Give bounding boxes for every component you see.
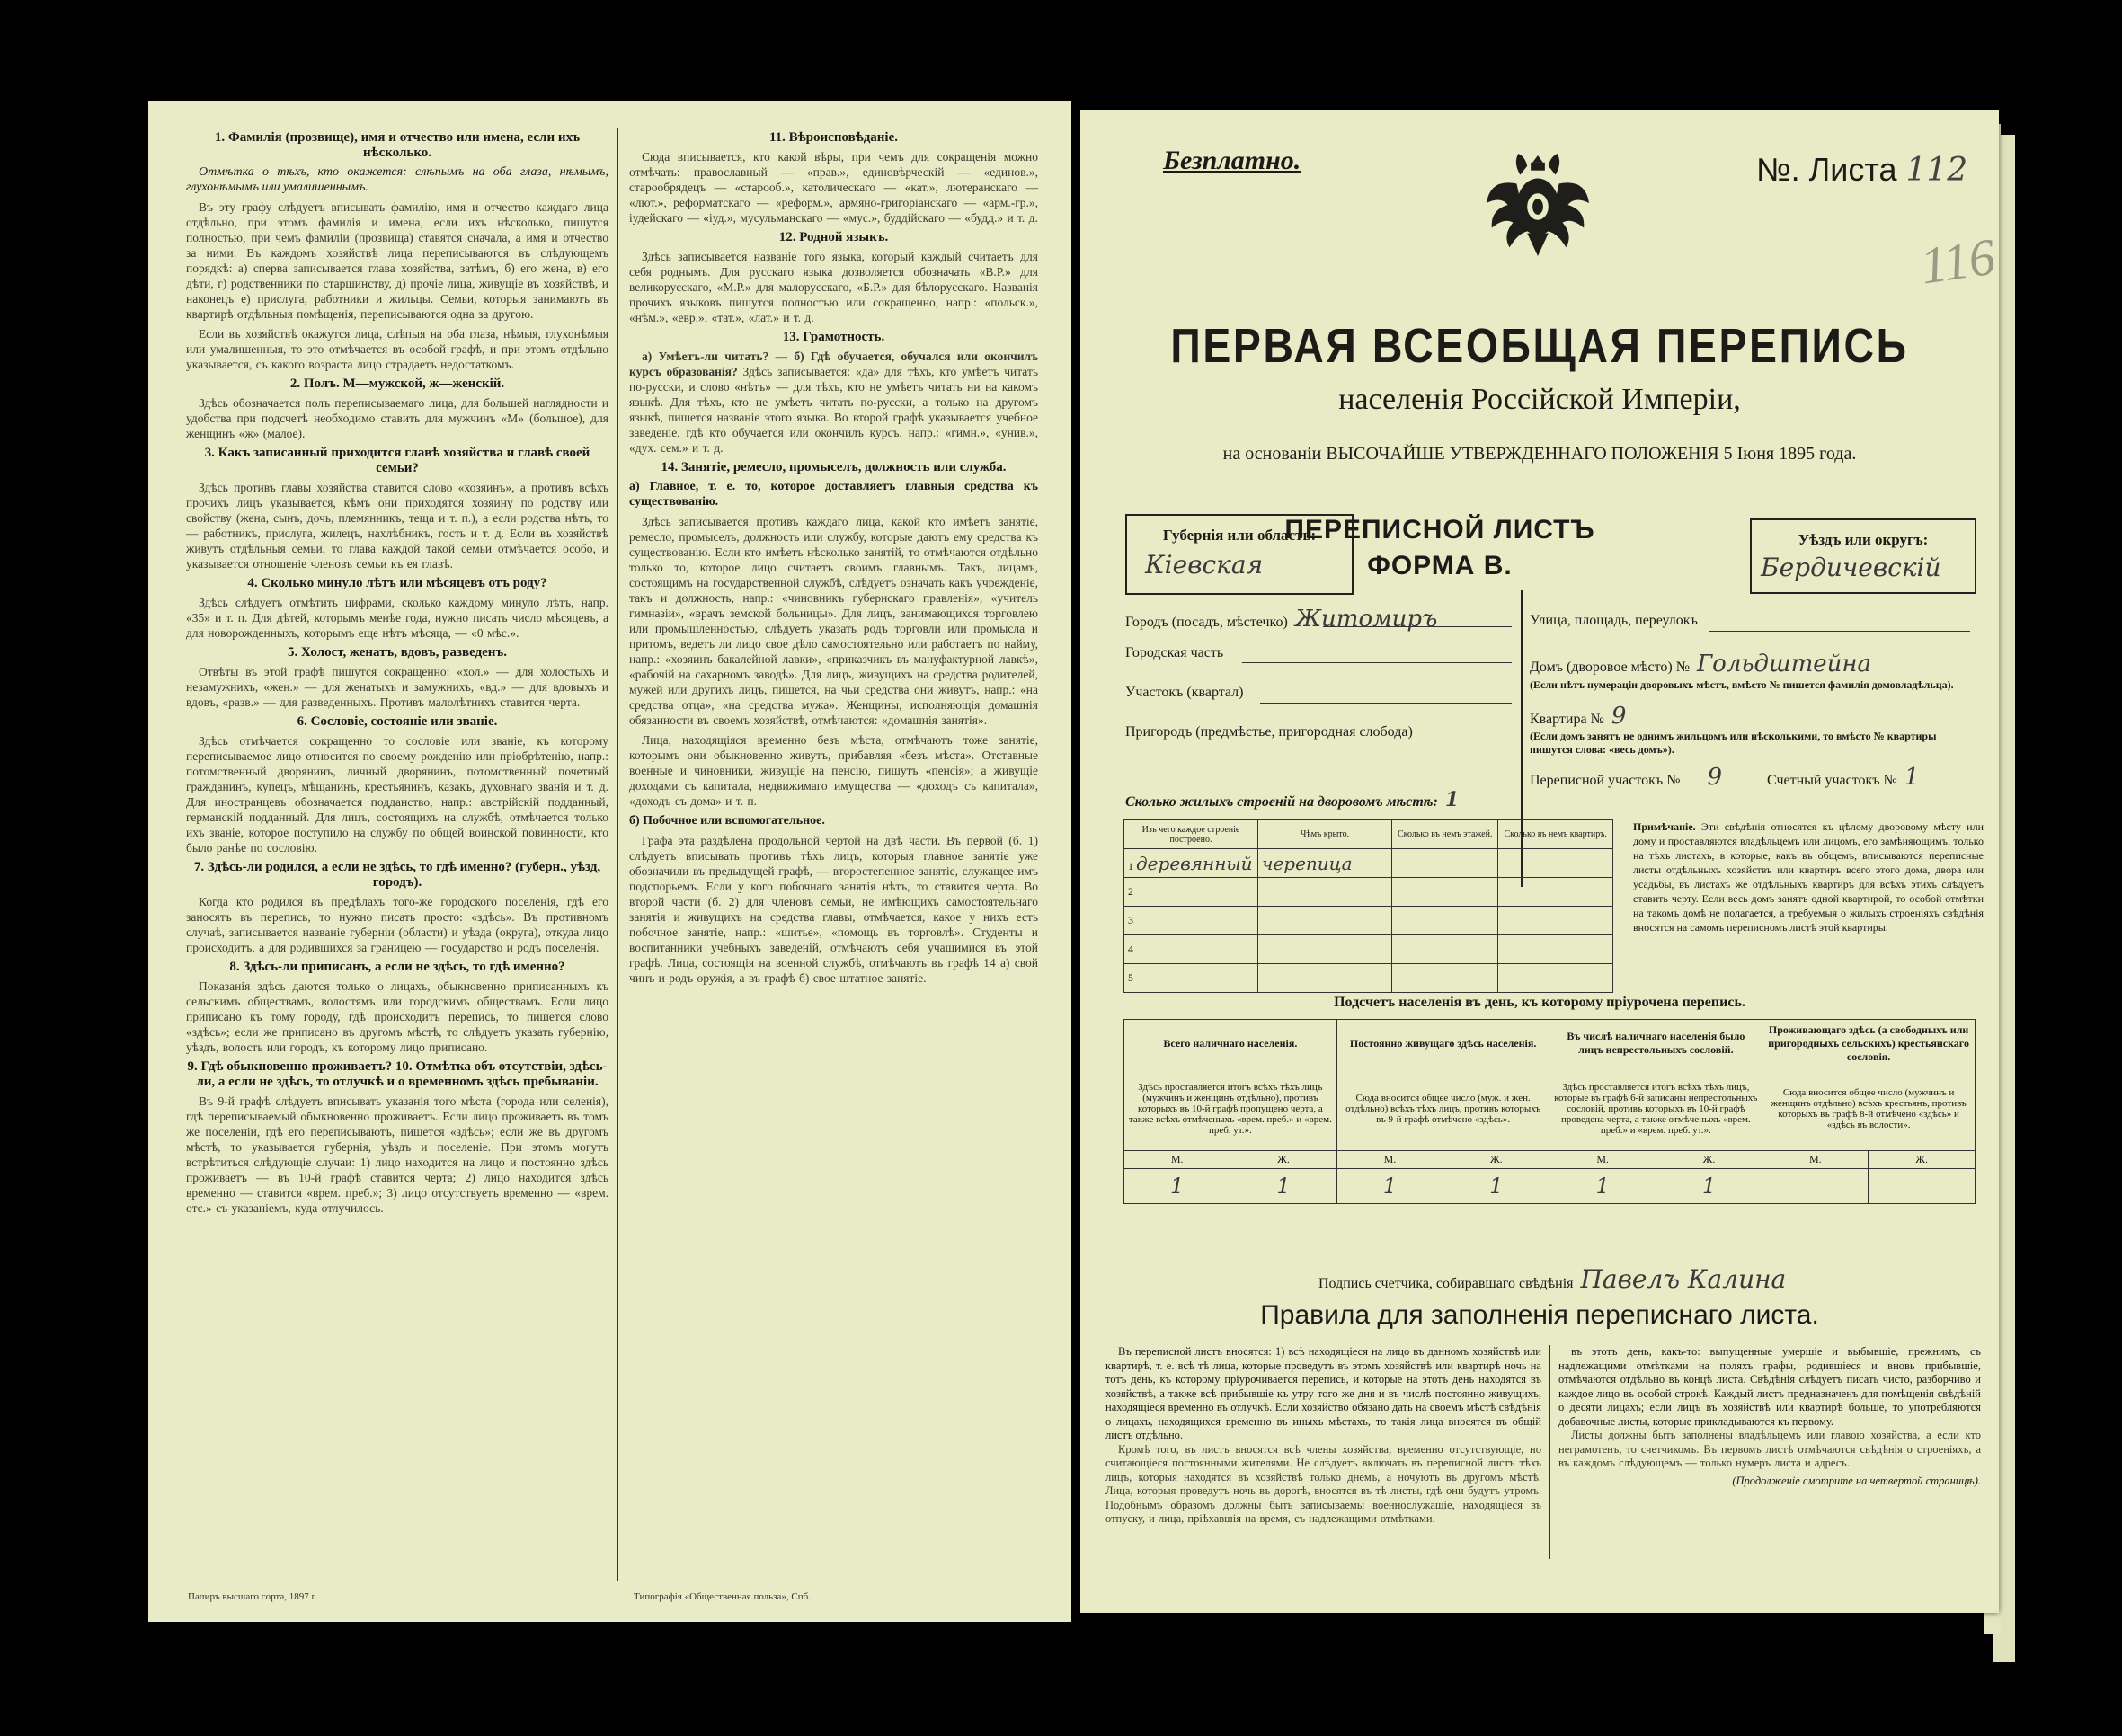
- house-note: (Если нѣтъ нумераціи дворовыхъ мѣстъ, вмѣсто № пишется фамилія домовладѣльца).: [1530, 678, 1954, 691]
- body-text: Сюда вписывается, кто какой вѣры, при чемъ для сокращенія можно отмѣчать: православный — «прав.», единовѣрческій — «единов.», старообрядецъ — «старооб.», католическаго — «кат.», лютеранскаго — «лют.», реформатскаго — «реформ.», армяно-григоріанскаго — «арм.-гр.», іудейскаго — «іуд.», мусульманскаго — «мус.», буддійскаго — «будд.» и т. д.: [629, 150, 1038, 225]
- district-value: Бердичевскій: [1761, 553, 1941, 582]
- province-label: Губернія или область:: [1162, 527, 1317, 544]
- tally-head-permanent: Постоянно живущаго здѣсь населенія.: [1336, 1020, 1549, 1067]
- rules-divider: [1549, 1345, 1550, 1559]
- body-text: Кромѣ того, въ листъ вносятся всѣ члены хозяйства, временно отсутствующіе, но считающіеся постоянными жителями. Не слѣдуетъ включать въ переписной листъ тѣхъ лицъ, которыя находятся въ хозяйствѣ только днемъ, а ночуютъ въ другомъ мѣстѣ. Лица, которыя проведутъ ночь въ дорогѣ, вносятся въ тѣ листы, гдѣ они будутъ утромъ. Подобнымъ образомъ должны быть записываемы военнослужащіе, находящіеся въ отпуску, и лица, пріѣхавшія на время, съ надлежащими отмѣтками.: [1105, 1442, 1541, 1525]
- column-divider: [617, 128, 618, 1581]
- bld-row: 2: [1124, 878, 1613, 907]
- footer-right: Типографія «Общественная польза», Спб.: [634, 1591, 811, 1602]
- tally-value: 1: [1443, 1169, 1549, 1204]
- bld-head-apartments: Сколько въ немъ квартиръ.: [1498, 820, 1613, 849]
- instr-head-13b: б) Гдѣ обучается, обучался или окончилъ курсъ образованія?: [629, 350, 1038, 378]
- census-basis-line: на основаніи ВЫСОЧАЙШЕ УТВЕРЖДЕННАГО ПОЛОЖЕНІЯ 5 Іюня 1895 года.: [1222, 444, 1857, 464]
- rules-column-right: въ этотъ день, какъ-то: выпущенные умершіе и выбывшіе, прежнимъ, съ надлежащими отмѣтками на поляхъ графы, родившіеся и вновь прибывшіе, отмѣчаются отдѣльно въ концѣ листа. Свѣдѣнія слѣдуетъ писать чисто, разборчиво и каждое лицо въ особой строкѣ. Каждый листъ предназначенъ для помѣщенія свѣдѣній о десяти лицахъ; если лицъ въ хозяйствѣ или квартирѣ больше, то употребляются добавочные листы, которые прикладываются къ первому. Листы должны быть заполнены владѣльцемъ или главою хозяйства, а если кто неграмотенъ, то счетчикомъ. Въ первомъ листѣ отмѣчаются свѣдѣнія о строеніяхъ, а въ каждомъ слѣдующемъ — только нумеръ листа и адресъ. (Продолженіе смотрите на четвертой страницѣ).: [1558, 1345, 1981, 1487]
- rules-footnote: (Продолженіе смотрите на четвертой страницѣ).: [1732, 1474, 1981, 1487]
- instr-head-12: 12. Родной языкъ.: [778, 230, 889, 244]
- instructions-column-1: [186, 128, 608, 1220]
- bld-roof-value: черепица: [1262, 852, 1353, 874]
- body-text: Если въ хозяйствѣ окажутся лица, слѣпыя на оба глаза, нѣмыя, глухонѣмыя или умалишенныя, то это отмѣчается въ особой графѣ, и при этомъ отдѣльно указывается, съ какого возраста лицо страдаетъ недостаткомъ.: [186, 327, 608, 371]
- instr-head-2: 2. Полъ. М—мужской, ж—женскій.: [289, 376, 505, 391]
- population-tally-table: [1123, 1019, 1976, 1204]
- tally-head-peasant: Проживающаго здѣсь (а свободныхъ или пригородныхъ сельскихъ) крестьянскаго сословія.: [1762, 1020, 1976, 1067]
- form-title: ПЕРЕПИСНОЙ ЛИСТЪ ФОРМА В.: [1284, 515, 1595, 580]
- tally-value: 1: [1124, 1169, 1230, 1204]
- signature-value: Павелъ Калина: [1580, 1264, 1787, 1294]
- instr-head-9: 9. Гдѣ обыкновенно проживаетъ? 10. Отмѣтка объ отсутствіи, здѣсь-ли, а если не здѣсь, то отлучкѣ и о временномъ здѣсь пребываніи.: [187, 1059, 608, 1089]
- instr-head-3: 3. Какъ записанный приходится главѣ хозяйства и главѣ своей семьи?: [204, 446, 590, 475]
- tally-head-nonclass: Въ числѣ наличнаго населенія было лицъ непрестольныхъ сословій.: [1549, 1020, 1762, 1067]
- sheet-number-label: №. Листа 112: [1756, 151, 1968, 189]
- apartment-note: (Если домъ занятъ не однимъ жильцомъ или нѣсколькими, то вмѣсто № квартиры пишутся слова: «весь домъ»).: [1530, 730, 1937, 756]
- tally-value: 1: [1336, 1169, 1443, 1204]
- sheet-number-value: 112: [1905, 152, 1968, 189]
- tally-desc: Сюда вносится общее число (муж. и жен. отдѣльно) всѣхъ тѣхъ лицъ, противъ которыхъ въ 9-й графѣ отмѣчено «здѣсь».: [1336, 1067, 1549, 1151]
- house-field: Домъ (дворовое мѣсто) № Гольдштейна: [1530, 651, 1872, 678]
- tally-head-present: Всего наличнаго населенія.: [1124, 1020, 1337, 1067]
- street-line: [1709, 631, 1970, 632]
- bld-head-roof: Чѣмъ крыто.: [1258, 820, 1392, 849]
- district-box: [1750, 518, 1976, 594]
- apartment-field: Квартира № 9: [1530, 703, 1627, 730]
- counting-plot-label: Счетный участокъ №: [1767, 773, 1897, 788]
- body-text: Здѣсь противъ главы хозяйства ставится слово «хозяинъ», а противъ всѣхъ прочихъ лицъ указывается, кѣмъ они приходятся хозяину по родству или свойству (жена, сынъ, дочь, племянникъ, теща и т. п.), а если родства нѣтъ, то — работникъ, прислуга, жилецъ, нахлѣбникъ, гость и т. д. Если въ хозяйствѣ живутъ отдѣльныя семьи, то глава каждой такой семьи отмѣчается особо, и указывается отношеніе членовъ семьи къ ея главѣ.: [186, 481, 608, 571]
- bld-head-floors: Сколько въ немъ этажей.: [1392, 820, 1498, 849]
- tally-value: 1: [1230, 1169, 1336, 1204]
- body-text: Здѣсь отмѣчается сокращенно то сословіе или званіе, къ которому переписываемое лицо относится по своему рожденію или пріобрѣтенію, напр.: потомственный дворянинъ, личный дворянинъ, потомственный почетный гражданинъ, купецъ, мѣщанинъ, крестьянинъ, казакъ, духовнаго званія и т. д. Для иностранцевъ обозначается подданство, напр.: австрійскій подданный, германскій подданный. Для лицъ, состоящихъ на службѣ, отмѣчается только ихъ званіе, которое поступило на службу по общей воинской повинности, кто было ранѣе по сословію.: [186, 734, 608, 855]
- tally-value: [1869, 1169, 1976, 1204]
- double-headed-eagle-emblem: [1485, 147, 1591, 264]
- instr-head-4: 4. Сколько минуло лѣтъ или мѣсяцевъ отъ роду?: [247, 576, 547, 590]
- city-field: Городъ (посадъ, мѣстечко) Житомиръ: [1125, 606, 1438, 633]
- city-part-field: Городская часть: [1125, 645, 1224, 660]
- bld-head-material: Изъ чего каждое строеніе построено.: [1124, 820, 1258, 849]
- tally-desc: Сюда вносится общее число (мужчинъ и женщинъ отдѣльно) всѣхъ крестьянъ, противъ которыхъ въ графѣ 8-й отмѣчено «здѣсь» и «здѣсь въ волости».: [1762, 1067, 1976, 1151]
- city-line: [1323, 626, 1512, 627]
- plot-field: Участокъ (квартал): [1125, 685, 1244, 700]
- census-plot-field: Переписной участокъ № 9 Счетный участокъ № 1: [1530, 764, 1920, 791]
- bld-material-value: деревянный: [1136, 852, 1253, 874]
- instr-text: Отмѣтка о тѣхъ, кто окажется: слѣпымъ на оба глаза, нѣмымъ, глухонѣмымъ или умалишеннымъ.: [186, 165, 608, 194]
- census-form-page: [1080, 110, 1999, 1613]
- footer-left: Папиръ высшаго сорта, 1897 г.: [188, 1591, 317, 1602]
- body-text: Въ эту графу слѣдуетъ вписывать фамилію, имя и отчество каждаго лица отдѣльно, при этомъ фамилія и имена, если ихъ нѣсколько, пишутся полностью, при чемъ фамиліи (прозвища) ставятся сначала, а имя и отчество за ними. Въ каждомъ хозяйствѣ лица переписываются въ слѣдующемъ порядкѣ: а) сперва записывается глава хозяйства, затѣмъ, б) его жена, в) его дѣти, г) родственники по старшинству, д) прочіе лица, живущіе въ хозяйствѣ, и наконецъ е) прислуга, работники и жильцы. Семьи, которыя занимаютъ въ квартирѣ отдѣльныя помѣщенія, переписываются одна за другою.: [186, 200, 608, 321]
- buildings-note: Примѣчаніе. Эти свѣдѣнія относятся къ цѣлому дворовому мѣсту или дому и проставляются владѣльцемъ или лицомъ, его замѣняющимъ, только на тѣхъ листахъ, в которые, какъ въ общемъ, вписываются переписные листы отдѣльныхъ хозяйствъ или квартиръ всего этого дома, двора или усадьбы, въ листахъ же отдѣльныхъ квартиръ для всѣхъ этихъ слѣдуетъ ставить черту. Если весь домъ занятъ одной квартирой, то особой отмѣтки на такомъ домѣ не полагается, а требуемыя о жилыхъ строеніяхъ свѣдѣнія вносятся на самомъ переписномъ листѣ этой квартиры.: [1633, 820, 1984, 934]
- instr-head-14b: б) Побочное или вспомогательное.: [629, 814, 825, 828]
- body-text: Здѣсь слѣдуетъ отмѣтить цифрами, сколько каждому минуло лѣтъ, напр. «35» и т. п. Для дѣтей, которымъ менѣе года, нужно писать число мѣсяцевъ, а для новорожденныхъ, которымъ еще нѣтъ мѣсяца, — «0 мѣс.».: [186, 596, 608, 640]
- tally-desc: Здѣсь проставляется итогъ всѣхъ тѣхъ лицъ (мужчинъ и женщинъ отдѣльно), противъ которыхъ въ 10-й графѣ пропущено черта, а также всѣхъ отмѣченыхъ «врем. преб.» и «врем. преб. ут.».: [1124, 1067, 1337, 1151]
- rules-column-left: Въ переписной листъ вносятся: 1) всѣ находящіеся на лицо въ данномъ хозяйствѣ или квартирѣ, т. е. всѣ тѣ лица, которые проведутъ въ этомъ хозяйствѣ или квартирѣ ночь на тотъ день, къ которому пріурочивается перепись, и которые на этотъ день находятся въ хозяйствѣ, а также всѣ прибывшіе къ утру того же дня и въ числѣ постоянно живущихъ, находящіеся временно въ отлучкѣ. Если хозяйство обязано дать на своемъ мѣстѣ свѣдѣнія о лицахъ, находящихся временно въ иныхъ мѣстахъ, то такія лица вносятся въ общій листъ отдѣльно. Кромѣ того, въ листъ вносятся всѣ члены хозяйства, временно отсутствующіе, но считающіеся постоянными жителями. Не слѣдуетъ включать въ переписной листъ тѣхъ лицъ, которыя находятся въ хозяйствѣ только днемъ, а ночуютъ въ другомъ мѣстѣ. Лица, которыя проведутъ ночь въ дорогѣ, вносятся въ тѣ листы, гдѣ они будутъ утромъ. Подобнымъ образомъ должны быть записываемы военнослужащіе, находящіеся въ отпуску, и лица, пріѣхавшія на время, съ надлежащими отмѣтками.: [1105, 1345, 1541, 1525]
- tally-values-row: [1124, 1169, 1976, 1204]
- body-text: а) Умѣетъ-ли читать? — б) Гдѣ обучается, обучался или окончилъ курсъ образованія? Здѣсь записывается: «да» для тѣхъ, кто умѣетъ читать по-русски, и слово «нѣтъ» — для тѣхъ, кто не умѣетъ читать ни на какомъ языкѣ. Для тѣхъ, кто не умѣетъ читать по-русски, а только на другомъ языкѣ, пишется названіе этого языка. Во второй графѣ указывается учебное заведеніе, гдѣ кто обучается или окончилъ курсъ, напр.: «гимн.», «унив.», «дух. сем.» и т. д.: [629, 350, 1038, 455]
- city-part-line: [1242, 662, 1512, 663]
- body-text: Когда кто родился въ предѣлахъ того-же городского поселенія, гдѣ его заносятъ въ перепись, то нужно писать просто: «здѣсь». Въ противномъ случаѣ, записывается названіе губерніи (области) и уѣзда (округа), откуда лицо происходитъ, а для родившихся за границею — государство и родъ поселенія.: [186, 895, 608, 954]
- body-text: Здѣсь обозначается полъ переписываемаго лица, для большей наглядности и удобства при подсчетѣ необходимо ставить для мужчинъ «М» (большое), для женщинъ «ж» (малое).: [186, 396, 608, 440]
- suburb-field: Пригородъ (предмѣстье, пригородная слобода): [1125, 724, 1413, 740]
- province-value: Кіевская: [1145, 550, 1264, 580]
- instructions-column-2: [629, 128, 1038, 990]
- body-text: Графа эта раздѣлена продольной чертой на двѣ части. Въ первой (б. 1) слѣдуетъ вписывать противъ тѣхъ лицъ, которыя главное занятіе уже обозначили въ предыдущей графѣ, — второстепенное занятіе, служащее имъ подспорьемъ. Если у кого побочнаго занятія нѣтъ, то ставится черта. Во второй части (б. 2) для членовъ семьи, не имѣющихъ самостоятельнаго занятія и живущихъ на средства главы, отмѣчается, какое у нихъ есть побочное занятіе, напр.: «шитье», «помощь въ торговлѣ». Студенты и воспитанники учебныхъ заведеній, отмѣчаютъ себя учащимися въ этой графѣ. Лица, состоящія на военной службѣ, отмѣчаютъ въ графѣ 14 а) свой чинъ и родъ оружія, а въ графѣ б) свое штатное занятіе.: [629, 834, 1038, 985]
- tally-value: 1: [1549, 1169, 1656, 1204]
- body-text: Отвѣты въ этой графѣ пишутся сокращенно: «хол.» — для холостыхъ и незамужнихъ, «жен.» — для женатыхъ и замужнихъ, «вд.» — для вдовыхъ и вдовъ, «разв.» — для разведенныхъ. Противъ малолѣтнихъ ставится черта.: [186, 665, 608, 709]
- instr-head-7: 7. Здѣсь-ли родился, а если не здѣсь, то гдѣ именно? (губерн., уѣзд, городъ).: [193, 860, 601, 890]
- instr-head-13: 13. Грамотность.: [782, 330, 885, 344]
- free-label: Безплатно.: [1163, 146, 1301, 175]
- buildings-table: [1123, 819, 1613, 993]
- bld-row: 5: [1124, 964, 1613, 993]
- tally-title: Подсчетъ населенія въ день, къ которому пріурочена перепись.: [1334, 995, 1745, 1010]
- tally-mf-row: М. Ж. М. Ж. М. Ж. М. Ж.: [1124, 1151, 1976, 1169]
- body-text: Показанія здѣсь даются только о лицахъ, обыкновенно приписанныхъ къ сельскимъ обществамъ, волостямъ или городскимъ обществамъ. Если лицо приписано къ тому городу, гдѣ происходитъ перепись, то пишется слово «здѣсь»; если же приписано въ другомъ мѣстѣ, то слѣдуетъ указать губернію, уѣздъ, волость или городъ, къ которому лицо приписано.: [186, 979, 608, 1054]
- bld-row: 3: [1124, 907, 1613, 935]
- instr-head-8: 8. Здѣсь-ли приписанъ, а если не здѣсь, то гдѣ именно?: [229, 960, 565, 974]
- tally-value: 1: [1656, 1169, 1762, 1204]
- instructions-page: [148, 101, 1071, 1622]
- tally-desc: Здѣсь проставляется итогъ всѣхъ тѣхъ лицъ, которые въ графѣ 6-й записаны непрестольныхъ сословій, противъ которыхъ въ 10-й графѣ проведена черта, а также отмѣченыхъ «врем. преб.» и «врем. преб. ут.».: [1549, 1067, 1762, 1151]
- bld-row: 4: [1124, 935, 1613, 964]
- plot-line: [1260, 703, 1512, 704]
- instr-head-13a: а) Умѣетъ-ли читать?: [642, 350, 769, 363]
- handwritten-page-number: 116: [1916, 226, 1999, 296]
- instr-head-6: 6. Сословіе, состояніе или званіе.: [297, 714, 498, 729]
- instr-head-11: 11. Вѣроисповѣданіе.: [769, 130, 898, 145]
- street-field: Улица, площадь, переулокъ: [1530, 613, 1698, 628]
- rules-title: Правила для заполненія переписнаго листа.: [1260, 1300, 1819, 1330]
- census-main-title: ПЕРВАЯ ВСЕОБЩАЯ ПЕРЕПИСЬ: [1170, 319, 1909, 373]
- district-label: Уѣздъ или округъ:: [1798, 531, 1929, 548]
- body-text: Въ 9-й графѣ слѣдуетъ вписывать указанія того мѣста (города или селенія), гдѣ переписываемый обыкновенно проживаетъ. Если лицо проживаетъ въ томъ же поселеніи, гдѣ его переписываютъ, пишется «здѣсь»; если же въ другомъ мѣстѣ, то указывается губернія, уѣздъ и поселеніе. При этомъ могутъ встрѣтиться слѣдующіе случаи: 1) лицо находится на лицо и постоянно здѣсь проживаетъ — въ 10-й графѣ ставится черта; 2) лицо находится здѣсь временно — ставится «врем. преб.»; 3) лицо отсутствуетъ временно — «врем. отс.» съ указаніемъ, куда отлучилось.: [186, 1094, 608, 1215]
- counting-plot-value: 1: [1904, 764, 1920, 791]
- census-subtitle: населенія Россійской Имперіи,: [1338, 383, 1741, 416]
- body-text: Здѣсь записывается названіе того языка, который каждый считаетъ для себя роднымъ. Для русскаго языка дозволяется обозначать «В.Р.» для великорусскаго, «М.Р.» для малорусскаго, «Б.Р.» для бѣлорусскаго. Названія прочихъ языковъ пишутся полностью или сокращенно, напр.: «польск.», «нѣм.», «евр.», «тат.», «лат.» и т. д.: [629, 250, 1038, 324]
- instr-head-14a: а) Главное, т. е. то, которое доставляетъ главныя средства къ существованію.: [629, 480, 1038, 509]
- bld-row: 1 деревянный черепица: [1124, 849, 1613, 878]
- body-text: Лица, находящіяся временно безъ мѣста, отмѣчаютъ тоже занятіе, которымъ они обыкновенно живутъ, прибавляя «безъ мѣста». Отставные военные и чиновники, живущіе на пенсію, пишутъ «пенсія»; а живущіе доходами съ капитала, недвижимаго имущества — «доходъ съ капитала», «доходъ съ дома» и т. п.: [629, 733, 1038, 808]
- enumerator-signature: Подпись счетчика, собиравшаго свѣдѣнія Павелъ Калина: [1318, 1264, 1787, 1294]
- body-text: Здѣсь записывается противъ каждаго лица, какой кто имѣетъ занятіе, ремесло, промыселъ, должность или службу, которые даютъ ему средства къ существованію. Если кто имѣетъ нѣсколько занятій, то отмѣчаются отдѣльно только то, которое лицо считаетъ своимъ главнымъ. Такъ, лицамъ, состоящимъ на государственной службѣ, слѣдуетъ означать какъ учрежденіе, такъ и должность, напр.: «чиновникъ губернскаго правленія», «учитель гимназіи», «врачъ земской больницы». Для лицъ, занимающихся торговлею или промышленностью, слѣдуетъ указать родъ торговли или промысла и притомъ, ведетъ ли лицо свое дѣло самостоятельно или работаетъ по найму, напр.: «хозяинъ бакалейной лавки», «приказчикъ въ мануфактурной лавкѣ», «рабочій на сахарномъ заводѣ». Для лицъ, живущихъ на средства родителей, мужей или другихъ лицъ, пишется, на чьи средства они живутъ, напр.: «на средства отца», «на средства мужа». Женщины, исполняющія домашнія обязанности въ своемъ хозяйствѣ, отмѣчаются: «домашнія занятія».: [629, 515, 1038, 727]
- tally-value: [1762, 1169, 1869, 1204]
- instr-head-14: 14. Занятіе, ремесло, промыселъ, должность или служба.: [661, 460, 1007, 474]
- body-text: Листы должны быть заполнены владѣльцемъ или главою хозяйства, а если кто неграмотенъ, то счетчикомъ. Въ первомъ листѣ отмѣчаются свѣдѣнія о строеніяхъ, а въ каждомъ слѣдующемъ — только нумеръ листа и адресъ.: [1558, 1429, 1981, 1469]
- instr-head-5: 5. Холост, женатъ, вдовъ, разведенъ.: [288, 645, 507, 660]
- instr-head-1: 1. Фамилія (прозвище), имя и отчество или имена, если ихъ нѣсколько.: [214, 130, 581, 160]
- buildings-question: Сколько жилыхъ строеній на дворовомъ мѣстѣ: 1: [1125, 788, 1460, 811]
